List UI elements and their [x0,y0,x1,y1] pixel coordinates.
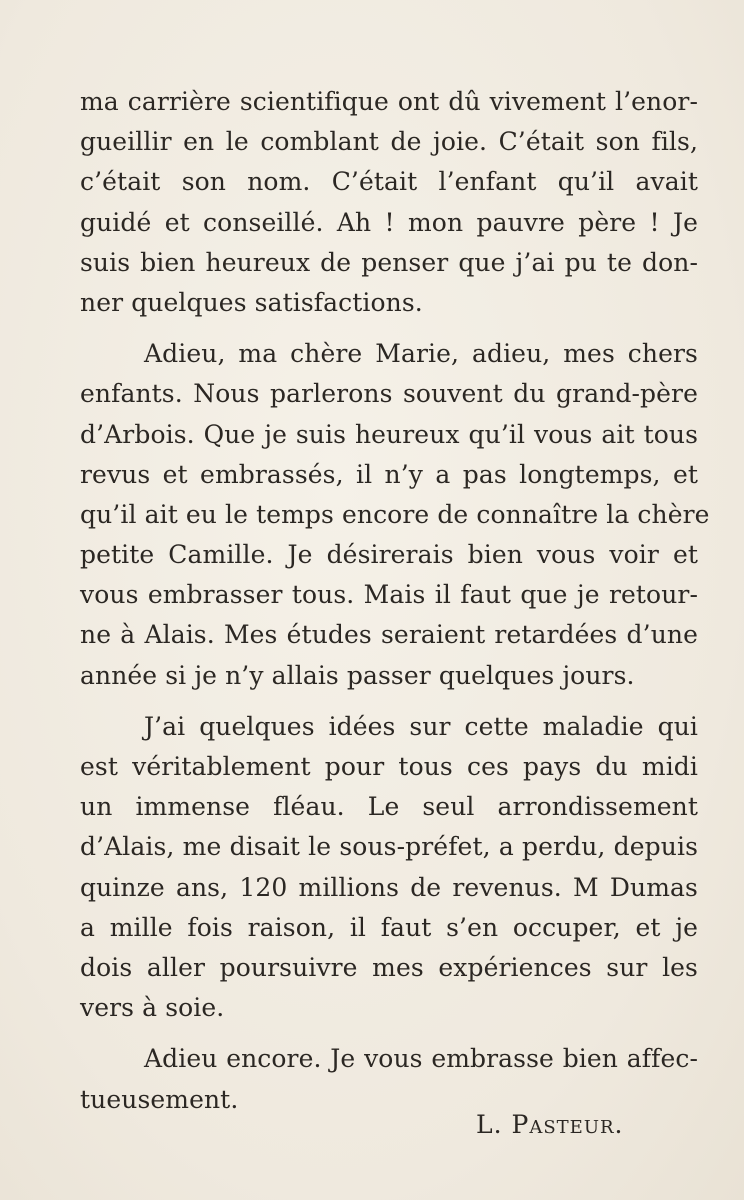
text-line: d’Arbois. Que je suis heureux qu’il vous ait tous [80,419,698,449]
text-line: revus et embrassés, il n’y a pas longtemps, et [80,459,698,489]
text-line: gueillir en le comblant de joie. C’était son fils, [80,127,698,157]
text-line: Adieu, ma chère Marie, adieu, mes chers [144,339,698,369]
text-line: quinze ans, 120 millions de revenus. M Dumas [80,872,698,902]
text-line: est véritablement pour tous ces pays du midi [80,752,698,781]
paragraph-gap [80,323,698,334]
text-line: ner quelques satisfactions. [80,287,423,317]
paragraph-gap [80,696,698,707]
text-line: vous embrasser tous. Mais il faut que je retour- [80,580,698,610]
text-line: suis bien heureux de penser que j’ai pu te don- [80,247,698,277]
text-line: ma carrière scientifique ont dû vivement l’enor- [80,87,698,116]
paragraph-4 [80,1039,698,1119]
paragraph-gap [80,1028,698,1039]
text-line: Adieu encore. Je vous embrasse bien affec- [144,1044,698,1074]
text-line: tueusement. [80,1084,239,1114]
text-line: un immense fléau. Le seul arrondissement [80,792,698,822]
text-line: c’était son nom. C’était l’enfant qu’il avait [80,167,698,197]
letter-body [80,82,710,1120]
paragraph-2 [80,334,710,696]
signature-initial: L. [476,1110,503,1139]
text-line: enfants. Nous parlerons souvent du grand-père [80,379,698,409]
text-line: qu’il ait eu le temps encore de connaître la chère [80,499,710,529]
text-line: petite Camille. Je désirerais bien vous voir et [80,540,698,570]
text-line: d’Alais, me disait le sous-préfet, a perdu, depuis [80,832,698,862]
text-line: guidé et conseillé. Ah ! mon pauvre père ! Je [80,207,698,237]
text-line: vers à soie. [80,993,225,1023]
text-line: J’ai quelques idées sur cette maladie qui [144,711,698,741]
signature-name: Pasteur. [511,1110,624,1139]
signature [476,1110,623,1139]
text-line: dois aller poursuivre mes expériences sur les [80,952,698,982]
text-line: ne à Alais. Mes études seraient retardées d’une [80,620,698,650]
paragraph-3 [80,707,698,1029]
text-line: a mille fois raison, il faut s’en occuper, et je [80,912,698,942]
text-line: année si je n’y allais passer quelques jours. [80,660,635,690]
paragraph-1 [80,82,698,323]
